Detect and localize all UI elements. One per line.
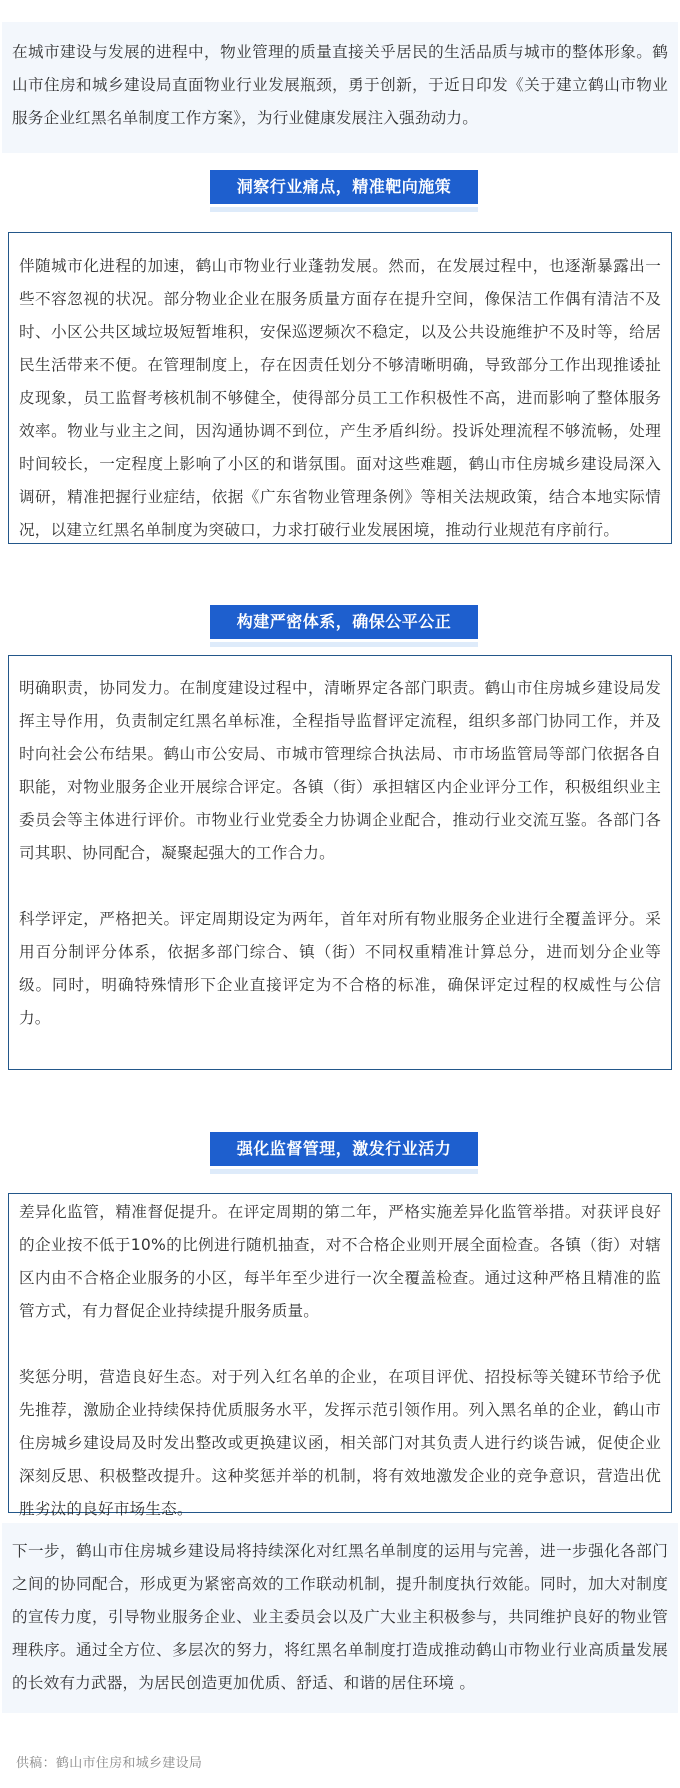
outro-paragraph: 下一步，鹤山市住房城乡建设局将持续深化对红黑名单制度的运用与完善，进一步强化各部门之间的协同配合，形成更为紧密高效的工作联动机制，提升制度执行效能。同时，加大对制度的宣传力度，引导物业服务企业、业主委员会以及广大业主积极参与，共同维护良好的物业管理秩序。通过全方位、多层次的努力，将红黑名单制度打造成推动鹤山市物业行业高质量发展的长效有力武器，为居民创造更加优质、舒适、和谐的居住环境 。 <box>12 1542 668 1692</box>
section-paragraph: 差异化监管，精准督促提升。在评定周期的第二年，严格实施差异化监管举措。对获评良好的企业按不低于10%的比例进行随机抽查，对不合格企业则开展全面检查。各镇（街）对辖区内由不合格企业服务的小区，每半年至少进行一次全覆盖检查。通过这种严格且精准的监管方式，有力督促企业持续提升服务质量。 <box>19 1203 661 1320</box>
section-1-content-box <box>8 232 672 544</box>
outro-paragraph-box <box>2 1523 678 1713</box>
section-2-content-box <box>8 655 672 1070</box>
intro-paragraph-box <box>2 22 678 153</box>
heading-underline-decoration <box>210 642 478 647</box>
section-paragraph: 伴随城市化进程的加速，鹤山市物业行业蓬勃发展。然而，在发展过程中，也逐渐暴露出一些不容忽视的状况。部分物业企业在服务质量方面存在提升空间，像保洁工作偶有清洁不及时、小区公共区域垃圾短暂堆积，安保巡逻频次不稳定，以及公共设施维护不及时等，给居民生活带来不便。在管理制度上，存在因责任划分不够清晰明确，导致部分工作出现推诿扯皮现象，员工监督考核机制不够健全，使得部分员工工作积极性不高，进而影响了整体服务效率。物业与业主之间，因沟通协调不到位，产生矛盾纠纷。投诉处理流程不够流畅，处理时间较长，一定程度上影响了小区的和谐氛围。面对这些难题，鹤山市住房城乡建设局深入调研，精准把握行业症结，依据《广东省物业管理条例》等相关法规政策，结合本地实际情况，以建立红黑名单制度为突破口，力求打破行业发展困境，推动行业规范有序前行。 <box>19 257 661 539</box>
section-paragraph: 奖惩分明，营造良好生态。对于列入红名单的企业，在项目评优、招投标等关键环节给予优先推荐，激励企业持续保持优质服务水平，发挥示范引领作用。列入黑名单的企业，鹤山市住房城乡建设局及时发出整改或更换建议函，相关部门对其负责人进行约谈告诫，促使企业深刻反思、积极整改提升。这种奖惩并举的机制，将有效地激发企业的竞争意识，营造出优胜劣汰的良好市场生态。 <box>19 1368 661 1518</box>
intro-paragraph: 在城市建设与发展的进程中，物业管理的质量直接关乎居民的生活品质与城市的整体形象。鹤山市住房和城乡建设局直面物业行业发展瓶颈，勇于创新，于近日印发《关于建立鹤山市物业服务企业红黑名单制度工作方案》，为行业健康发展注入强劲动力。 <box>12 43 668 127</box>
heading-underline-decoration <box>210 207 478 212</box>
heading-underline-decoration <box>210 1169 478 1174</box>
section-3-content-box <box>8 1193 672 1518</box>
section-heading-1 <box>210 170 478 212</box>
section-heading-title: 洞察行业痛点，精准靶向施策 <box>210 170 478 204</box>
source-credit: 供稿：鹤山市住房和城乡建设局 <box>16 1756 203 1771</box>
section-paragraph: 明确职责，协同发力。在制度建设过程中，清晰界定各部门职责。鹤山市住房城乡建设局发挥主导作用，负责制定红黑名单标准，全程指导监督评定流程，组织多部门协同工作，并及时向社会公布结果。鹤山市公安局、市城市管理综合执法局、市市场监管局等部门依据各自职能，对物业服务企业开展综合评定。各镇（街）承担辖区内企业评分工作，积极组织业主委员会等主体进行评价。市物业行业党委全力协调企业配合，推动行业交流互鉴。各部门各司其职、协同配合，凝聚起强大的工作合力。 <box>19 679 661 862</box>
section-heading-3 <box>210 1132 478 1174</box>
section-heading-title: 构建严密体系，确保公平公正 <box>210 605 478 639</box>
section-heading-title: 强化监督管理，激发行业活力 <box>210 1132 478 1166</box>
section-heading-2 <box>210 605 478 647</box>
section-paragraph: 科学评定，严格把关。评定周期设定为两年，首年对所有物业服务企业进行全覆盖评分。采用百分制评分体系，依据多部门综合、镇（街）不同权重精准计算总分，进而划分企业等级。同时，明确特殊情形下企业直接评定为不合格的标准，确保评定过程的权威性与公信力。 <box>19 910 661 1027</box>
